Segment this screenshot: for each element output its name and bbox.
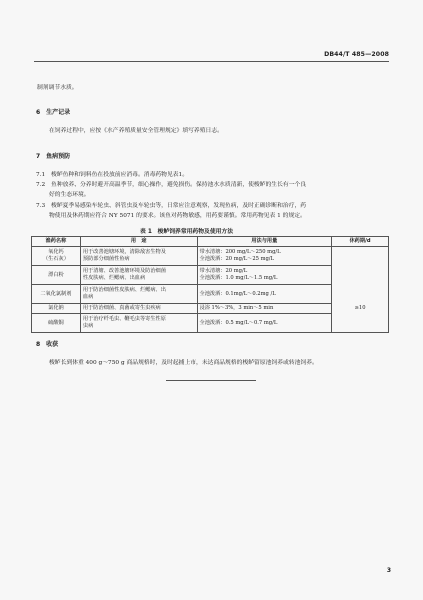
dosage-line-1: 带水清塘：200 mg/L～250 mg/L <box>199 249 281 255</box>
drug-name-line-1: 氧化钙 <box>48 249 64 255</box>
page-number: 3 <box>386 567 391 574</box>
header-rule <box>34 61 389 62</box>
drug-name-cell: 氯化钠 <box>32 304 81 314</box>
header-dosage: 用法与用量 <box>197 237 332 247</box>
drug-name-line-2: （生石灰） <box>42 256 69 262</box>
withdrawal-cell <box>332 247 389 285</box>
dosage-line-1: 带水清塘：20 mg/L <box>199 268 248 274</box>
header-withdrawal: 休药期/d <box>332 237 389 247</box>
header-use: 用 途 <box>80 237 197 247</box>
use-line-1: 用于防治细菌性皮肤病、烂鳃病、出 <box>82 287 166 293</box>
drug-name-cell: 硫酸铜 <box>32 314 81 333</box>
dosage-cell <box>197 247 332 266</box>
header-drug-name: 渔药名称 <box>32 237 81 247</box>
section-7-3: 7.3 梭鲈夏季易感染车轮虫、斜管虫及车轮虫等，日常应注意观察，发现鱼病，及时正确诊断和治疗，药 <box>36 203 307 209</box>
table-row <box>32 285 389 304</box>
section-7-2-cont: 好的生态环境。 <box>49 192 90 198</box>
use-line-2: 性皮肤病、烂鳃病、出血病 <box>82 275 146 281</box>
document-number: DB44/T 485—2008 <box>324 51 389 58</box>
drug-name-cell <box>32 266 81 285</box>
section-7-1: 7.1 梭鲈鱼种和饲料鱼在投放前应消毒。消毒药物见表1。 <box>36 172 189 178</box>
use-line-1: 用于清塘、改善池塘环境及防治细菌 <box>82 268 166 274</box>
section-8-text: 梭鲈长到体重 400 g～750 g 商品规格时，及时起捕上市，未达商品规格的梭鲈留原池饲养或转池饲养。 <box>49 360 318 366</box>
intro-line: 制剂调节水质。 <box>37 85 78 91</box>
section-7-2: 7.2 鱼种放养、分养时避开高温季节，细心操作，避免损伤。保持池水水质清新，使梭鲈的生长有一个良 <box>36 182 307 188</box>
dosage-cell: 浸浴 1%～3%，3 min～5 min <box>197 304 332 314</box>
section-6-title: 6 生产记录 <box>36 109 71 116</box>
section-7-title: 7 鱼病预防 <box>36 153 71 160</box>
dosage-cell: 全池泼洒：0.1mg/L～0.2mg /L <box>197 285 332 304</box>
section-8-title: 8 收获 <box>36 341 59 348</box>
drug-name-cell: 二氧化氯制剂 <box>32 285 81 304</box>
dosage-line-2: 全池泼洒：1.0 mg/L～1.5 mg/L <box>199 275 278 281</box>
use-cell: 用于防治细菌、真菌或寄生虫疾病 <box>80 304 197 314</box>
use-cell <box>80 314 197 333</box>
use-cell <box>80 285 197 304</box>
drug-name-cell <box>32 247 81 266</box>
use-line-2: 虫病 <box>82 323 94 329</box>
dosage-cell: 全池泼洒：0.5 mg/L～0.7 mg/L <box>197 314 332 333</box>
use-cell <box>80 247 197 266</box>
use-line-1: 用于改善池塘环境，清除敌害生物及 <box>82 249 166 255</box>
table-row <box>32 247 389 266</box>
use-cell <box>80 266 197 285</box>
dosage-cell <box>197 266 332 285</box>
medication-table <box>31 236 389 333</box>
use-line-2: 预防部分细菌性鱼病 <box>82 256 130 262</box>
end-rule <box>166 380 256 381</box>
use-line-2: 血病 <box>82 294 94 300</box>
drug-name-line-1: 漂白粉 <box>48 271 64 278</box>
table-title: 表 1 梭鲈饲养常用药物及使用方法 <box>140 229 234 235</box>
table-header-row <box>32 237 389 247</box>
dosage-line-2: 全池泼洒：20 mg/L～25 mg/L <box>199 256 275 262</box>
section-6-text: 在饲养过程中，应按《水产养殖质量安全管理规定》填写养殖日志。 <box>49 128 223 134</box>
section-7-3-cont: 物使用及休药期应符合 NY 5071 的要求。该鱼对药物敏感，用药要谨慎。常用药物见表 1 的规定。 <box>49 213 306 219</box>
withdrawal-cell: ≥10 <box>332 285 389 333</box>
use-line-1: 用于治疗纤毛虫、鞭毛虫等寄生性原 <box>82 316 166 322</box>
